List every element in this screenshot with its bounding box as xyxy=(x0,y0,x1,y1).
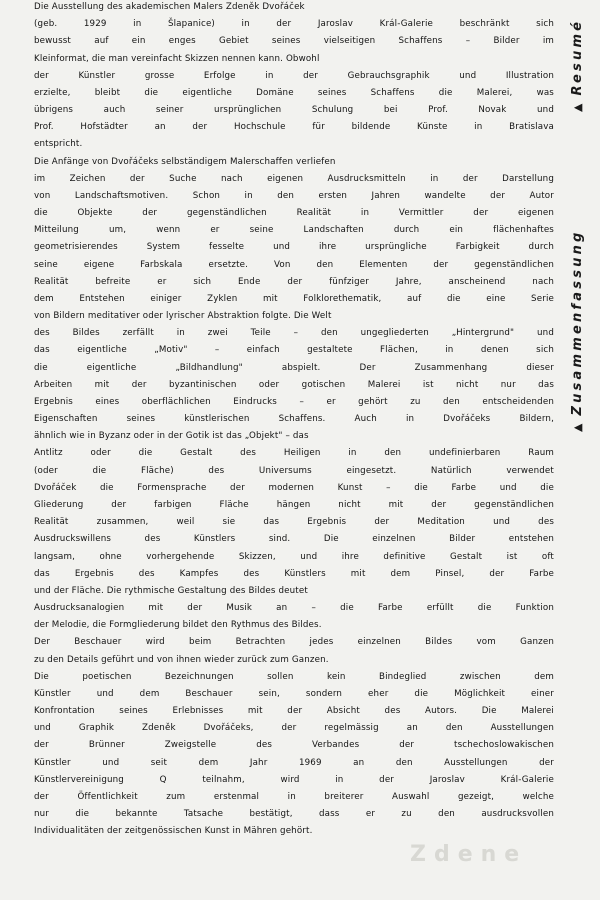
text-line: von Bildern meditativer oder lyrischer Abstraktion folgte. Die Welt xyxy=(34,311,332,322)
text-line: des Bildes zerfällt in zwei Teile – den ungegliederten „Hintergrund" und xyxy=(34,328,554,339)
text-line: der Öffentlichkeit zum erstenmal in breiterer Auswahl gezeigt, welche xyxy=(34,791,554,802)
text-line: Der Beschauer wird beim Betrachten jedes einzelnen Bildes vom Ganzen xyxy=(34,637,554,648)
triangle-left-icon: ▲ xyxy=(571,103,584,112)
text-line: das eigentliche „Motiv" – einfach gestaltete Flächen, in denen sich xyxy=(34,345,554,356)
text-line: zu den Details geführt und von ihnen wieder zurück zum Ganzen. xyxy=(34,654,329,665)
text-line: Prof. Hofstädter an der Hochschule für bildende Künste in Bratislava xyxy=(34,122,554,133)
text-line: Die poetischen Bezeichnungen sollen kein Bindeglied zwischen dem xyxy=(34,671,554,682)
show-through-text: Zdene xyxy=(410,842,528,867)
text-line: Ergebnis eines oberflächlichen Eindrucks – er gehört zu den entscheidenden xyxy=(34,396,554,407)
text-line: (geb. 1929 in Šlapanice) in der Jaroslav Král-Galerie beschränkt sich xyxy=(34,19,554,30)
text-line: Konfrontation seines Erlebnisses mit der Absicht des Autors. Die Malerei xyxy=(34,706,554,717)
text-line: langsam, ohne vorhergehende Skizzen, und ihre definitive Gestalt ist oft xyxy=(34,551,554,562)
zusammenfassung-label-text: Zusammenfassung xyxy=(570,229,585,416)
resume-side-label xyxy=(570,19,585,112)
text-line: und der Fläche. Die rythmische Gestaltung des Bildes deutet xyxy=(34,585,308,596)
text-line: Individualitäten der zeitgenössischen Kunst in Mähren gehört. xyxy=(34,826,313,837)
text-line: Dvořáček die Formensprache der modernen Kunst – die Farbe und die xyxy=(34,482,554,493)
text-line: (oder die Fläche) des Universums eingesetzt. Natürlich verwendet xyxy=(34,465,554,476)
summary-text xyxy=(34,0,554,840)
text-line: entspricht. xyxy=(34,139,83,150)
text-line: das Ergebnis des Kampfes des Künstlers mit dem Pinsel, der Farbe xyxy=(34,568,554,579)
text-line: ähnlich wie in Byzanz oder in der Gotik ist das „Objekt" – das xyxy=(34,431,309,442)
text-line: Arbeiten mit der byzantinischen oder gotischen Malerei ist nicht nur das xyxy=(34,379,554,390)
text-line: Ausdruckswillens des Künstlers sind. Die einzelnen Bilder entstehen xyxy=(34,534,554,545)
text-line: bewusst auf ein enges Gebiet seines vielseitigen Schaffens – Bilder im xyxy=(34,36,554,47)
text-line: Künstler und seit dem Jahr 1969 an den Ausstellungen der xyxy=(34,757,554,768)
text-line: Gliederung der farbigen Fläche hängen nicht mit der gegenständlichen xyxy=(34,499,554,510)
text-line: Ausdrucksanalogien mit der Musik an – die Farbe erfüllt die Funktion xyxy=(34,603,554,614)
text-line: übrigens auch seiner ursprünglichen Schulung bei Prof. Novak und xyxy=(34,105,554,116)
text-line: Künstlervereinigung Q teilnahm, wird in der Jaroslav Král-Galerie xyxy=(34,774,554,785)
text-line: Realität befreite er sich Ende der fünfziger Jahre, anscheinend nach xyxy=(34,276,554,287)
text-line: der Brünner Zweigstelle des Verbandes der tschechoslowakischen xyxy=(34,740,554,751)
text-line: und Graphik Zdeněk Dvořáčeks, der regelmässig an den Ausstellungen xyxy=(34,723,554,734)
text-line: der Melodie, die Formgliederung bildet den Rythmus des Bildes. xyxy=(34,620,322,631)
text-line: im Zeichen der Suche nach eigenen Ausdrucksmitteln in der Darstellung xyxy=(34,173,554,184)
text-line: geometrisierendes System fesselte und ihre ursprüngliche Farbigkeit durch xyxy=(34,242,554,253)
text-line: nur die bekannte Tatsache bestätigt, dass er zu den ausdrucksvollen xyxy=(34,809,554,820)
text-line: Künstler und dem Beschauer sein, sondern eher die Möglichkeit einer xyxy=(34,688,554,699)
text-line: die Objekte der gegenständlichen Realität in Vermittler der eigenen xyxy=(34,208,554,219)
text-line: Die Anfänge von Dvořáčeks selbständigem Malerschaffen verliefen xyxy=(34,156,336,167)
text-line: Antlitz oder die Gestalt des Heiligen in den undefinierbaren Raum xyxy=(34,448,554,459)
text-line: Kleinformat, die man vereinfacht Skizzen nennen kann. Obwohl xyxy=(34,53,320,64)
text-line: seine eigene Farbskala ersetzte. Von den Elementen der gegenständlichen xyxy=(34,259,554,270)
text-line: Eigenschaften seines künstlerischen Schaffens. Auch in Dvořáčeks Bildern, xyxy=(34,414,554,425)
text-line: dem Entstehen einiger Zyklen mit Folklorethematik, auf die eine Serie xyxy=(34,293,554,304)
text-line: der Künstler grosse Erfolge in der Gebrauchsgraphik und Illustration xyxy=(34,70,554,81)
zusammenfassung-side-label xyxy=(570,229,585,432)
text-line: Mitteilung um, wenn er seine Landschaften durch ein flächenhaftes xyxy=(34,225,554,236)
triangle-left-icon: ▲ xyxy=(571,423,584,432)
text-line: Realität zusammen, weil sie das Ergebnis der Meditation und des xyxy=(34,517,554,528)
text-line: erzielte, bleibt die eigentliche Domäne seines Schaffens die Malerei, was xyxy=(34,87,554,98)
text-line: Die Ausstellung des akademischen Malers Zdeněk Dvořáček xyxy=(34,2,305,12)
text-line: von Landschaftsmotiven. Schon in den ersten Jahren wandelte der Autor xyxy=(34,190,554,201)
text-line: die eigentliche „Bildhandlung" abspielt. Der Zusammenhang dieser xyxy=(34,362,554,373)
resume-label-text: Resumé xyxy=(570,18,585,96)
